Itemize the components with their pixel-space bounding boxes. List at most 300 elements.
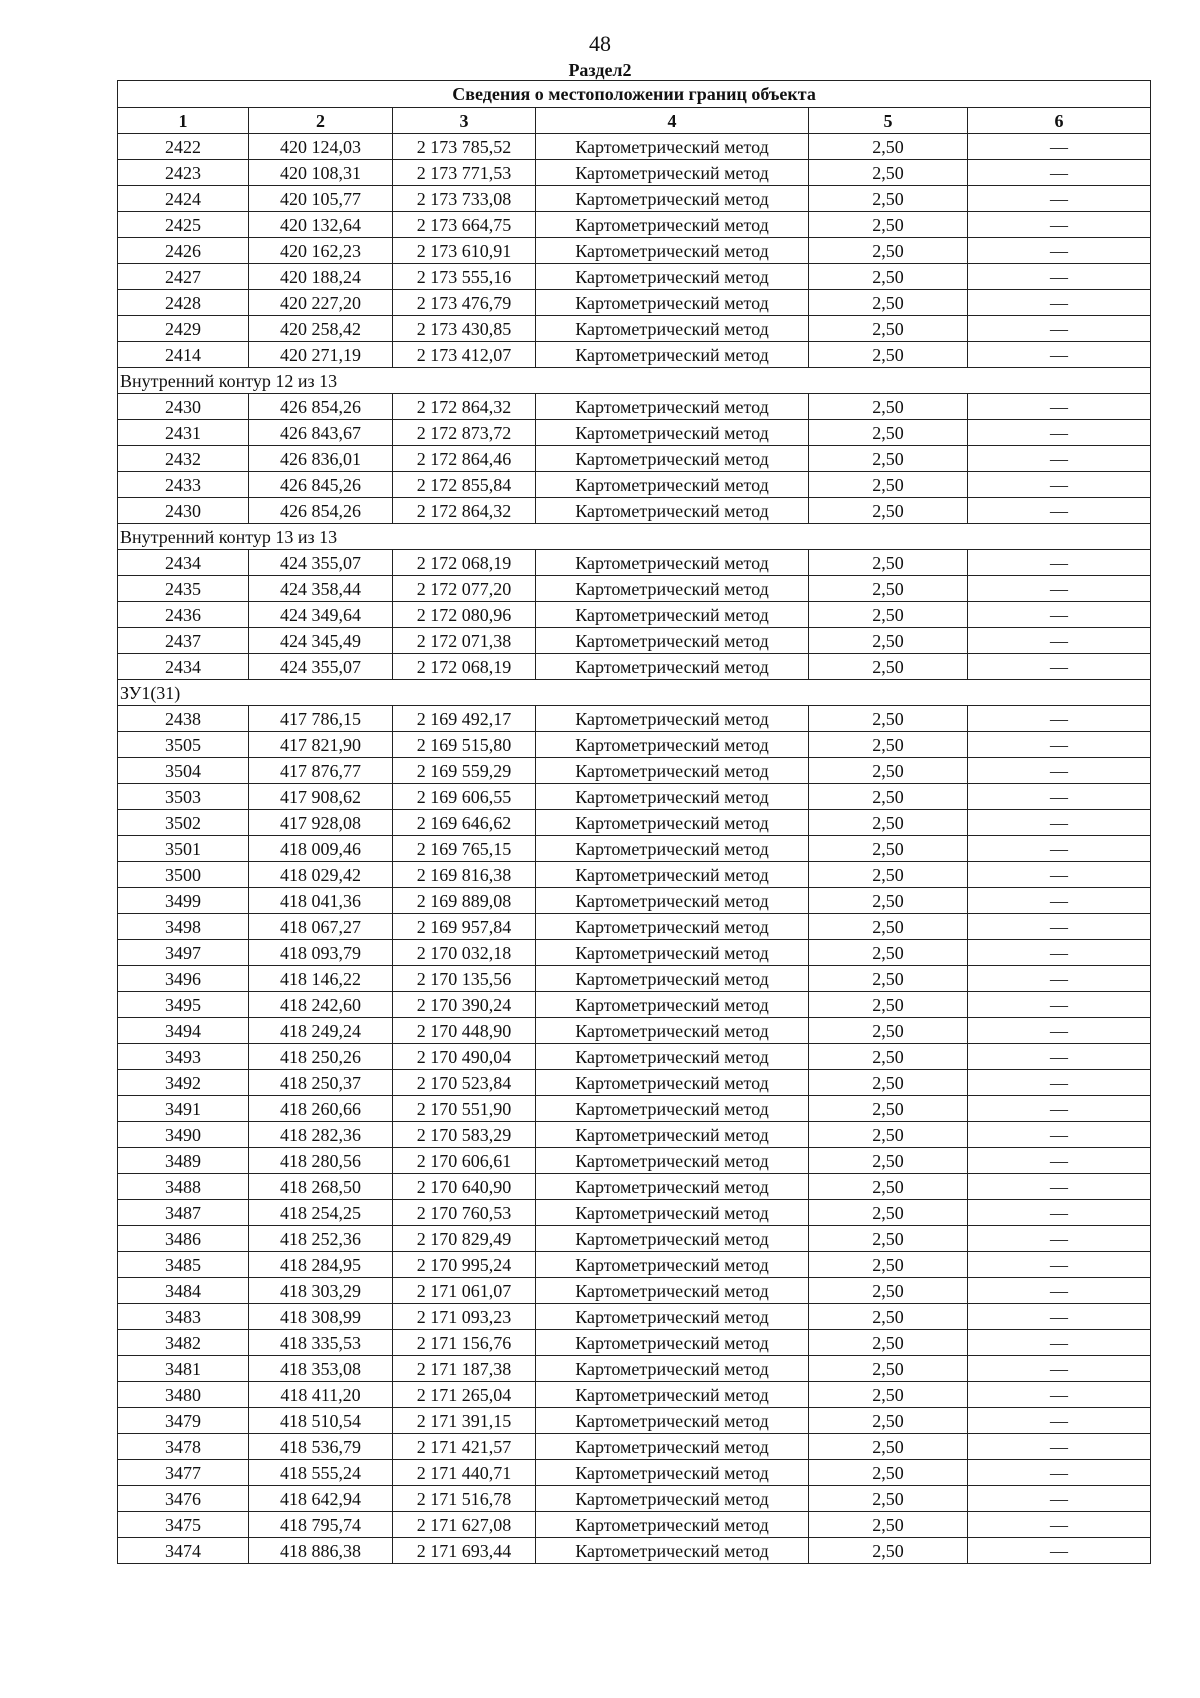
accuracy-cell: 2,50 [809, 1434, 968, 1460]
description-cell: — [968, 1122, 1151, 1148]
point-number-cell: 3501 [118, 836, 249, 862]
group-row [118, 524, 1151, 550]
method-cell: Картометрический метод [536, 888, 809, 914]
y-coordinate-cell: 2 173 771,53 [393, 160, 536, 186]
y-coordinate-cell: 2 171 265,04 [393, 1382, 536, 1408]
method-cell: Картометрический метод [536, 732, 809, 758]
method-cell: Картометрический метод [536, 1382, 809, 1408]
method-cell: Картометрический метод [536, 1460, 809, 1486]
table-caption: Сведения о местоположении границ объекта [118, 81, 1151, 108]
method-cell: Картометрический метод [536, 1304, 809, 1330]
method-cell: Картометрический метод [536, 706, 809, 732]
point-number-cell: 3486 [118, 1226, 249, 1252]
description-cell: — [968, 1018, 1151, 1044]
table-row [118, 1278, 1151, 1304]
accuracy-cell: 2,50 [809, 472, 968, 498]
y-coordinate-cell: 2 170 135,56 [393, 966, 536, 992]
x-coordinate-cell: 418 146,22 [249, 966, 393, 992]
point-number-cell: 2438 [118, 706, 249, 732]
accuracy-cell: 2,50 [809, 628, 968, 654]
method-cell: Картометрический метод [536, 1434, 809, 1460]
point-number-cell: 3477 [118, 1460, 249, 1486]
table-row [118, 1018, 1151, 1044]
method-cell: Картометрический метод [536, 966, 809, 992]
accuracy-cell: 2,50 [809, 1252, 968, 1278]
method-cell: Картометрический метод [536, 836, 809, 862]
x-coordinate-cell: 418 280,56 [249, 1148, 393, 1174]
description-cell: — [968, 732, 1151, 758]
description-cell: — [968, 1148, 1151, 1174]
accuracy-cell: 2,50 [809, 134, 968, 160]
description-cell: — [968, 394, 1151, 420]
table-row [118, 316, 1151, 342]
y-coordinate-cell: 2 172 864,32 [393, 394, 536, 420]
method-cell: Картометрический метод [536, 758, 809, 784]
table-body [118, 134, 1151, 1564]
x-coordinate-cell: 418 009,46 [249, 836, 393, 862]
y-coordinate-cell: 2 169 957,84 [393, 914, 536, 940]
method-cell: Картометрический метод [536, 316, 809, 342]
description-cell: — [968, 836, 1151, 862]
accuracy-cell: 2,50 [809, 264, 968, 290]
method-cell: Картометрический метод [536, 1018, 809, 1044]
column-header: 2 [249, 108, 393, 134]
point-number-cell: 3483 [118, 1304, 249, 1330]
x-coordinate-cell: 418 242,60 [249, 992, 393, 1018]
description-cell: — [968, 810, 1151, 836]
table-row [118, 940, 1151, 966]
point-number-cell: 3487 [118, 1200, 249, 1226]
table-row [118, 1044, 1151, 1070]
x-coordinate-cell: 418 886,38 [249, 1538, 393, 1564]
table-row [118, 550, 1151, 576]
x-coordinate-cell: 418 252,36 [249, 1226, 393, 1252]
point-number-cell: 2434 [118, 550, 249, 576]
point-number-cell: 2434 [118, 654, 249, 680]
accuracy-cell: 2,50 [809, 1356, 968, 1382]
method-cell: Картометрический метод [536, 212, 809, 238]
point-number-cell: 3491 [118, 1096, 249, 1122]
y-coordinate-cell: 2 171 187,38 [393, 1356, 536, 1382]
method-cell: Картометрический метод [536, 264, 809, 290]
description-cell: — [968, 1408, 1151, 1434]
x-coordinate-cell: 420 188,24 [249, 264, 393, 290]
method-cell: Картометрический метод [536, 498, 809, 524]
table-row [118, 342, 1151, 368]
point-number-cell: 2414 [118, 342, 249, 368]
method-cell: Картометрический метод [536, 1044, 809, 1070]
table-row [118, 498, 1151, 524]
x-coordinate-cell: 417 928,08 [249, 810, 393, 836]
y-coordinate-cell: 2 172 068,19 [393, 550, 536, 576]
description-cell: — [968, 1330, 1151, 1356]
description-cell: — [968, 940, 1151, 966]
y-coordinate-cell: 2 173 555,16 [393, 264, 536, 290]
accuracy-cell: 2,50 [809, 1460, 968, 1486]
y-coordinate-cell: 2 172 864,46 [393, 446, 536, 472]
x-coordinate-cell: 426 854,26 [249, 498, 393, 524]
x-coordinate-cell: 418 303,29 [249, 1278, 393, 1304]
y-coordinate-cell: 2 170 829,49 [393, 1226, 536, 1252]
x-coordinate-cell: 417 876,77 [249, 758, 393, 784]
table-row [118, 654, 1151, 680]
table-row [118, 758, 1151, 784]
point-number-cell: 3505 [118, 732, 249, 758]
method-cell: Картометрический метод [536, 550, 809, 576]
y-coordinate-cell: 2 172 071,38 [393, 628, 536, 654]
point-number-cell: 3497 [118, 940, 249, 966]
description-cell: — [968, 186, 1151, 212]
point-number-cell: 2424 [118, 186, 249, 212]
y-coordinate-cell: 2 169 559,29 [393, 758, 536, 784]
y-coordinate-cell: 2 173 785,52 [393, 134, 536, 160]
x-coordinate-cell: 420 162,23 [249, 238, 393, 264]
table-row [118, 602, 1151, 628]
accuracy-cell: 2,50 [809, 654, 968, 680]
table-row [118, 160, 1151, 186]
method-cell: Картометрический метод [536, 420, 809, 446]
accuracy-cell: 2,50 [809, 784, 968, 810]
point-number-cell: 3489 [118, 1148, 249, 1174]
method-cell: Картометрический метод [536, 134, 809, 160]
description-cell: — [968, 1512, 1151, 1538]
y-coordinate-cell: 2 169 606,55 [393, 784, 536, 810]
method-cell: Картометрический метод [536, 576, 809, 602]
y-coordinate-cell: 2 169 816,38 [393, 862, 536, 888]
accuracy-cell: 2,50 [809, 1148, 968, 1174]
method-cell: Картометрический метод [536, 1200, 809, 1226]
point-number-cell: 3481 [118, 1356, 249, 1382]
description-cell: — [968, 134, 1151, 160]
table-row [118, 706, 1151, 732]
accuracy-cell: 2,50 [809, 940, 968, 966]
description-cell: — [968, 446, 1151, 472]
y-coordinate-cell: 2 171 516,78 [393, 1486, 536, 1512]
table-row [118, 1096, 1151, 1122]
accuracy-cell: 2,50 [809, 550, 968, 576]
accuracy-cell: 2,50 [809, 238, 968, 264]
y-coordinate-cell: 2 172 873,72 [393, 420, 536, 446]
description-cell: — [968, 1382, 1151, 1408]
description-cell: — [968, 1538, 1151, 1564]
x-coordinate-cell: 420 124,03 [249, 134, 393, 160]
table-row [118, 238, 1151, 264]
table-row [118, 1174, 1151, 1200]
method-cell: Картометрический метод [536, 1122, 809, 1148]
accuracy-cell: 2,50 [809, 186, 968, 212]
point-number-cell: 3504 [118, 758, 249, 784]
column-header: 1 [118, 108, 249, 134]
y-coordinate-cell: 2 169 889,08 [393, 888, 536, 914]
table-caption-row [118, 81, 1151, 108]
point-number-cell: 3500 [118, 862, 249, 888]
method-cell: Картометрический метод [536, 1538, 809, 1564]
x-coordinate-cell: 418 308,99 [249, 1304, 393, 1330]
accuracy-cell: 2,50 [809, 706, 968, 732]
y-coordinate-cell: 2 173 733,08 [393, 186, 536, 212]
method-cell: Картометрический метод [536, 1486, 809, 1512]
y-coordinate-cell: 2 169 765,15 [393, 836, 536, 862]
y-coordinate-cell: 2 173 476,79 [393, 290, 536, 316]
point-number-cell: 3503 [118, 784, 249, 810]
y-coordinate-cell: 2 171 627,08 [393, 1512, 536, 1538]
table-row [118, 1200, 1151, 1226]
description-cell: — [968, 1096, 1151, 1122]
column-header: 3 [393, 108, 536, 134]
description-cell: — [968, 1252, 1151, 1278]
accuracy-cell: 2,50 [809, 1122, 968, 1148]
y-coordinate-cell: 2 169 492,17 [393, 706, 536, 732]
method-cell: Картометрический метод [536, 290, 809, 316]
x-coordinate-cell: 418 067,27 [249, 914, 393, 940]
column-header: 4 [536, 108, 809, 134]
accuracy-cell: 2,50 [809, 1096, 968, 1122]
point-number-cell: 3490 [118, 1122, 249, 1148]
accuracy-cell: 2,50 [809, 160, 968, 186]
table-row [118, 1148, 1151, 1174]
y-coordinate-cell: 2 170 448,90 [393, 1018, 536, 1044]
description-cell: — [968, 914, 1151, 940]
point-number-cell: 3480 [118, 1382, 249, 1408]
x-coordinate-cell: 418 250,26 [249, 1044, 393, 1070]
x-coordinate-cell: 418 411,20 [249, 1382, 393, 1408]
point-number-cell: 2435 [118, 576, 249, 602]
accuracy-cell: 2,50 [809, 1200, 968, 1226]
y-coordinate-cell: 2 170 995,24 [393, 1252, 536, 1278]
method-cell: Картометрический метод [536, 940, 809, 966]
y-coordinate-cell: 2 173 610,91 [393, 238, 536, 264]
y-coordinate-cell: 2 173 412,07 [393, 342, 536, 368]
y-coordinate-cell: 2 171 061,07 [393, 1278, 536, 1304]
table-row [118, 1304, 1151, 1330]
table-row [118, 1070, 1151, 1096]
point-number-cell: 3492 [118, 1070, 249, 1096]
method-cell: Картометрический метод [536, 1148, 809, 1174]
method-cell: Картометрический метод [536, 1070, 809, 1096]
accuracy-cell: 2,50 [809, 836, 968, 862]
x-coordinate-cell: 426 843,67 [249, 420, 393, 446]
y-coordinate-cell: 2 170 606,61 [393, 1148, 536, 1174]
y-coordinate-cell: 2 169 646,62 [393, 810, 536, 836]
description-cell: — [968, 498, 1151, 524]
accuracy-cell: 2,50 [809, 1330, 968, 1356]
accuracy-cell: 2,50 [809, 1278, 968, 1304]
accuracy-cell: 2,50 [809, 1382, 968, 1408]
description-cell: — [968, 472, 1151, 498]
x-coordinate-cell: 418 353,08 [249, 1356, 393, 1382]
x-coordinate-cell: 424 355,07 [249, 654, 393, 680]
accuracy-cell: 2,50 [809, 602, 968, 628]
method-cell: Картометрический метод [536, 862, 809, 888]
x-coordinate-cell: 417 908,62 [249, 784, 393, 810]
x-coordinate-cell: 424 358,44 [249, 576, 393, 602]
description-cell: — [968, 654, 1151, 680]
table-row [118, 1330, 1151, 1356]
x-coordinate-cell: 420 227,20 [249, 290, 393, 316]
y-coordinate-cell: 2 170 390,24 [393, 992, 536, 1018]
y-coordinate-cell: 2 173 664,75 [393, 212, 536, 238]
x-coordinate-cell: 418 282,36 [249, 1122, 393, 1148]
accuracy-cell: 2,50 [809, 732, 968, 758]
accuracy-cell: 2,50 [809, 1070, 968, 1096]
method-cell: Картометрический метод [536, 1356, 809, 1382]
description-cell: — [968, 862, 1151, 888]
y-coordinate-cell: 2 172 855,84 [393, 472, 536, 498]
column-header: 6 [968, 108, 1151, 134]
accuracy-cell: 2,50 [809, 758, 968, 784]
point-number-cell: 3499 [118, 888, 249, 914]
x-coordinate-cell: 420 108,31 [249, 160, 393, 186]
accuracy-cell: 2,50 [809, 1408, 968, 1434]
point-number-cell: 3495 [118, 992, 249, 1018]
point-number-cell: 3498 [118, 914, 249, 940]
table-row [118, 732, 1151, 758]
accuracy-cell: 2,50 [809, 290, 968, 316]
point-number-cell: 2430 [118, 498, 249, 524]
point-number-cell: 3475 [118, 1512, 249, 1538]
description-cell: — [968, 550, 1151, 576]
x-coordinate-cell: 420 271,19 [249, 342, 393, 368]
table-row [118, 134, 1151, 160]
point-number-cell: 3488 [118, 1174, 249, 1200]
accuracy-cell: 2,50 [809, 966, 968, 992]
x-coordinate-cell: 418 249,24 [249, 1018, 393, 1044]
y-coordinate-cell: 2 171 093,23 [393, 1304, 536, 1330]
description-cell: — [968, 576, 1151, 602]
description-cell: — [968, 628, 1151, 654]
x-coordinate-cell: 418 268,50 [249, 1174, 393, 1200]
x-coordinate-cell: 418 093,79 [249, 940, 393, 966]
x-coordinate-cell: 418 260,66 [249, 1096, 393, 1122]
table-row [118, 1408, 1151, 1434]
method-cell: Картометрический метод [536, 1278, 809, 1304]
description-cell: — [968, 1356, 1151, 1382]
y-coordinate-cell: 2 171 440,71 [393, 1460, 536, 1486]
x-coordinate-cell: 426 854,26 [249, 394, 393, 420]
description-cell: — [968, 1174, 1151, 1200]
y-coordinate-cell: 2 171 421,57 [393, 1434, 536, 1460]
method-cell: Картометрический метод [536, 1174, 809, 1200]
y-coordinate-cell: 2 170 551,90 [393, 1096, 536, 1122]
x-coordinate-cell: 418 510,54 [249, 1408, 393, 1434]
x-coordinate-cell: 426 845,26 [249, 472, 393, 498]
accuracy-cell: 2,50 [809, 1512, 968, 1538]
x-coordinate-cell: 418 642,94 [249, 1486, 393, 1512]
table-row [118, 420, 1151, 446]
x-coordinate-cell: 424 355,07 [249, 550, 393, 576]
point-number-cell: 2436 [118, 602, 249, 628]
point-number-cell: 3484 [118, 1278, 249, 1304]
y-coordinate-cell: 2 170 760,53 [393, 1200, 536, 1226]
y-coordinate-cell: 2 172 080,96 [393, 602, 536, 628]
table-row [118, 446, 1151, 472]
table-row [118, 1252, 1151, 1278]
group-label: ЗУ1(31) [118, 680, 1151, 706]
description-cell: — [968, 316, 1151, 342]
method-cell: Картометрический метод [536, 628, 809, 654]
method-cell: Картометрический метод [536, 472, 809, 498]
point-number-cell: 3485 [118, 1252, 249, 1278]
point-number-cell: 3496 [118, 966, 249, 992]
y-coordinate-cell: 2 170 032,18 [393, 940, 536, 966]
x-coordinate-cell: 418 555,24 [249, 1460, 393, 1486]
group-label: Внутренний контур 12 из 13 [118, 368, 1151, 394]
table-row [118, 914, 1151, 940]
table-row [118, 784, 1151, 810]
description-cell: — [968, 1226, 1151, 1252]
table-row [118, 1356, 1151, 1382]
point-number-cell: 3476 [118, 1486, 249, 1512]
section-title: Раздел2 [568, 60, 632, 80]
method-cell: Картометрический метод [536, 160, 809, 186]
point-number-cell: 2428 [118, 290, 249, 316]
point-number-cell: 3493 [118, 1044, 249, 1070]
point-number-cell: 2433 [118, 472, 249, 498]
method-cell: Картометрический метод [536, 1330, 809, 1356]
y-coordinate-cell: 2 170 523,84 [393, 1070, 536, 1096]
description-cell: — [968, 966, 1151, 992]
accuracy-cell: 2,50 [809, 342, 968, 368]
x-coordinate-cell: 418 041,36 [249, 888, 393, 914]
table-row [118, 290, 1151, 316]
table-row [118, 1382, 1151, 1408]
description-cell: — [968, 888, 1151, 914]
column-header: 5 [809, 108, 968, 134]
accuracy-cell: 2,50 [809, 1174, 968, 1200]
description-cell: — [968, 1434, 1151, 1460]
y-coordinate-cell: 2 171 391,15 [393, 1408, 536, 1434]
table-row [118, 472, 1151, 498]
description-cell: — [968, 1044, 1151, 1070]
point-number-cell: 3474 [118, 1538, 249, 1564]
table-row [118, 966, 1151, 992]
table-header-row [118, 108, 1151, 134]
table-row [118, 992, 1151, 1018]
group-label: Внутренний контур 13 из 13 [118, 524, 1151, 550]
method-cell: Картометрический метод [536, 342, 809, 368]
accuracy-cell: 2,50 [809, 420, 968, 446]
point-number-cell: 3479 [118, 1408, 249, 1434]
accuracy-cell: 2,50 [809, 862, 968, 888]
method-cell: Картометрический метод [536, 810, 809, 836]
description-cell: — [968, 1278, 1151, 1304]
accuracy-cell: 2,50 [809, 1486, 968, 1512]
point-number-cell: 2426 [118, 238, 249, 264]
method-cell: Картометрический метод [536, 1252, 809, 1278]
table-row [118, 394, 1151, 420]
x-coordinate-cell: 418 284,95 [249, 1252, 393, 1278]
description-cell: — [968, 420, 1151, 446]
method-cell: Картометрический метод [536, 1226, 809, 1252]
table-row [118, 1486, 1151, 1512]
method-cell: Картометрический метод [536, 914, 809, 940]
description-cell: — [968, 160, 1151, 186]
table-row [118, 186, 1151, 212]
x-coordinate-cell: 418 250,37 [249, 1070, 393, 1096]
accuracy-cell: 2,50 [809, 914, 968, 940]
point-number-cell: 2425 [118, 212, 249, 238]
accuracy-cell: 2,50 [809, 394, 968, 420]
table-row [118, 836, 1151, 862]
point-number-cell: 2427 [118, 264, 249, 290]
method-cell: Картометрический метод [536, 238, 809, 264]
accuracy-cell: 2,50 [809, 498, 968, 524]
y-coordinate-cell: 2 170 490,04 [393, 1044, 536, 1070]
y-coordinate-cell: 2 172 068,19 [393, 654, 536, 680]
accuracy-cell: 2,50 [809, 1538, 968, 1564]
x-coordinate-cell: 418 335,53 [249, 1330, 393, 1356]
description-cell: — [968, 264, 1151, 290]
